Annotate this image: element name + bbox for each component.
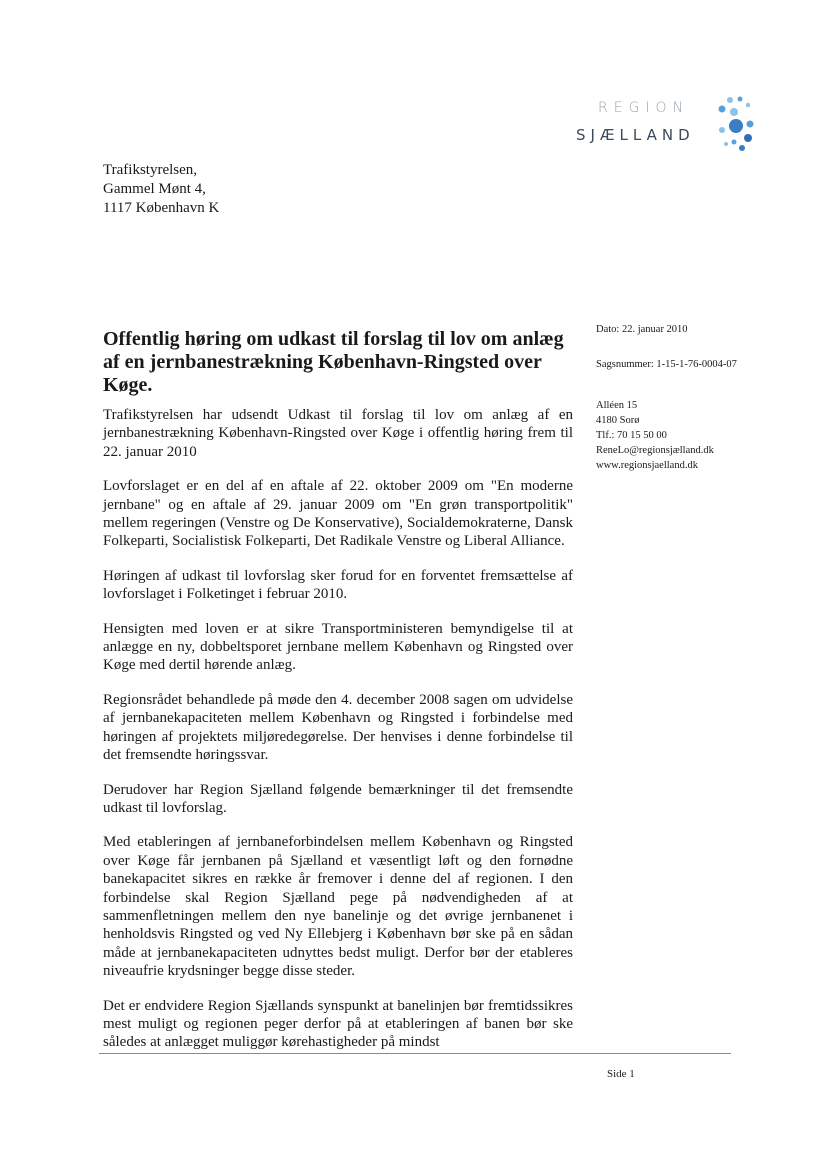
body-paragraph: Med etableringen af jernbaneforbindelsen mellem København og Ringsted over Køge får jernbanen på Sjælland et væsentligt løft og den fornødne banekapacitet sikres en række år fremover i denne del af regionen. I den forbindelse skal Region Sjælland pege på nødvendigheden af at sammenfletningen mellem den nye banelinje og det øvrige jernbanenet i henholdsvis Ringsted og ved Ny Ellebjerg i København bør ske på en sådan måde at jernbanekapaciteten udnyttes bedst muligt. Derfor bør der etableres niveaufrie krydsninger begge disse steder. [103, 834, 573, 980]
body-paragraph: Høringen af udkast til lovforslag sker forud for en forventet fremsættelse af lovforslaget i Folketinget i februar 2010. [103, 567, 573, 603]
sender-website[interactable]: www.regionsjaelland.dk [596, 460, 698, 471]
body-paragraph: Lovforslaget er en del af en aftale af 22. oktober 2009 om "En moderne jernbane" og en aftale af 29. januar 2009 om "En grøn transportpolitik" mellem regeringen (Venstre og De Konservative), Socialdemokraterne, Dansk Folkeparti, Socialistisk Folkeparti, Det Radikale Venstre og Liberal Alliance. [103, 478, 573, 550]
logo-text-region: REGION [598, 100, 690, 116]
recipient-address [103, 161, 219, 218]
body-paragraph: Det er endvidere Region Sjællands synspunkt at banelinjen bør fremtidssikres mest muligt og regionen peger derfor på at etableringen af banen bør ske således at anlægget muliggør kørehastigheder på mindst [103, 997, 573, 1051]
body-paragraph: Regionsrådet behandlede på møde den 4. december 2008 sagen om udvidelse af jernbanekapaciteten mellem København og Ringsted i forbindelse med høringen af projektets miljøredegørelse. Der henvises i denne forbindelse til det fremsendte høringssvar. [103, 691, 573, 764]
sender-postal: 4180 Sorø [596, 415, 640, 426]
recipient-line: 1117 København K [103, 200, 220, 216]
body-paragraph: Derudover har Region Sjælland følgende bemærkninger til det fremsendte udkast til lovforslag. [103, 781, 573, 816]
footer-divider [99, 1053, 731, 1054]
logo-text-sjaelland: SJÆLLAND [576, 126, 695, 144]
body-paragraph: Hensigten med loven er at sikre Transportministeren bemyndigelse til at anlægge en ny, dobbeltsporet jernbane mellem København og Ringsted over Køge med dertil hørende anlæg. [103, 620, 573, 674]
body-paragraph: Trafikstyrelsen har udsendt Udkast til forslag til lov om anlæg af en jernbanestrækning København-Ringsted over Køge i offentlig høring frem til 22. januar 2010 [103, 407, 573, 460]
recipient-line: Gammel Mønt 4, [103, 181, 206, 197]
document-title: Offentlig høring om udkast til forslag til lov om anlæg af en jernbanestrækning København-Ringsted over Køge. [103, 328, 564, 396]
sender-phone: Tlf.: 70 15 50 00 [596, 430, 667, 441]
sender-street: Alléen 15 [596, 400, 638, 411]
sender-sidebar [596, 322, 766, 473]
page-number: Side 1 [607, 1068, 635, 1080]
case-number: Sagsnummer: 1-15-1-76-0004-07 [596, 359, 737, 370]
letter-date: Dato: 22. januar 2010 [596, 324, 688, 335]
document-body [103, 406, 573, 1068]
region-sjaelland-logo [576, 96, 756, 156]
logo-dots-icon [708, 96, 756, 156]
sender-email[interactable]: ReneLo@regionsjælland.dk [596, 445, 714, 456]
recipient-line: Trafikstyrelsen, [103, 162, 198, 178]
